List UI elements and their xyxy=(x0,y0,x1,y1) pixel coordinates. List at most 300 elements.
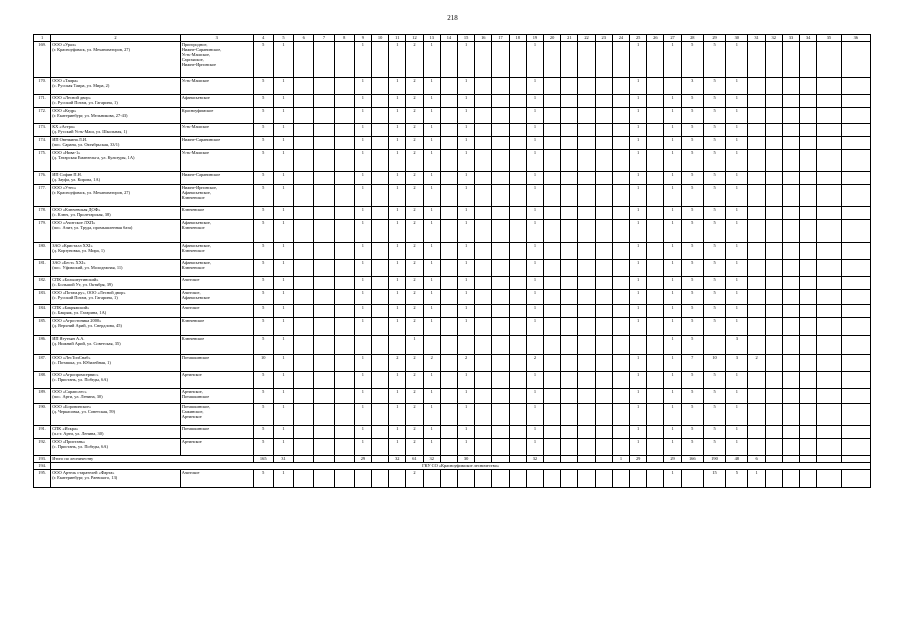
value-cell xyxy=(782,42,799,78)
value-cell: 165 xyxy=(253,456,273,463)
value-cell xyxy=(748,207,765,220)
value-cell: 2 xyxy=(406,42,423,78)
value-cell: 1 xyxy=(458,290,475,305)
value-cell xyxy=(294,456,314,463)
value-cell xyxy=(595,42,612,78)
value-cell xyxy=(492,389,509,404)
value-cell: 1 xyxy=(389,439,406,456)
value-cell xyxy=(647,124,664,137)
value-cell xyxy=(748,318,765,336)
value-cell xyxy=(800,355,817,372)
value-cell xyxy=(595,277,612,290)
value-cell xyxy=(440,95,457,108)
value-cell: 1 xyxy=(726,277,748,290)
value-cell: 1 xyxy=(630,137,647,150)
value-cell: 1 xyxy=(389,95,406,108)
value-cell xyxy=(440,42,457,78)
value-cell xyxy=(334,318,354,336)
value-cell xyxy=(314,150,334,172)
value-cell: 1 xyxy=(526,150,543,172)
value-cell: 1 xyxy=(630,150,647,172)
value-cell: 1 xyxy=(389,290,406,305)
column-number: 17 xyxy=(492,35,509,42)
section-row xyxy=(34,463,871,470)
value-cell xyxy=(612,108,629,124)
value-cell xyxy=(492,124,509,137)
value-cell xyxy=(800,336,817,355)
column-number: 6 xyxy=(294,35,314,42)
table-row xyxy=(34,389,871,404)
value-cell: 10 xyxy=(253,355,273,372)
value-cell xyxy=(748,150,765,172)
value-cell: 1 xyxy=(423,42,440,78)
column-number: 28 xyxy=(681,35,703,42)
value-cell: 2 xyxy=(526,355,543,372)
value-cell: 1 xyxy=(526,124,543,137)
value-cell: 1 xyxy=(630,243,647,260)
value-cell: 5 xyxy=(253,336,273,355)
district-cell: Ключевское xyxy=(180,207,253,220)
value-cell: 5 xyxy=(253,108,273,124)
organization-cell: ООО «Агростоника 2000» (д. Верхний Арий, ул. Свердлова, 45) xyxy=(51,318,181,336)
value-cell xyxy=(841,207,870,220)
value-cell xyxy=(612,42,629,78)
value-cell: 5 xyxy=(681,220,703,243)
value-cell xyxy=(440,277,457,290)
value-cell xyxy=(371,260,388,277)
value-cell: 5 xyxy=(681,277,703,290)
value-cell xyxy=(578,439,595,456)
value-cell xyxy=(612,305,629,318)
value-cell: 1 xyxy=(273,336,293,355)
value-cell: 5 xyxy=(703,220,725,243)
value-cell: 5 xyxy=(253,426,273,439)
value-cell: 1 xyxy=(423,185,440,207)
value-cell xyxy=(440,124,457,137)
value-cell xyxy=(561,185,578,207)
value-cell xyxy=(509,404,526,426)
value-cell xyxy=(440,172,457,185)
value-cell: 5 xyxy=(681,42,703,78)
organization-cell: ИП Софин П.Н. (д. Зауфа, ул. Кирова, 1А) xyxy=(51,172,181,185)
value-cell: 1 xyxy=(273,124,293,137)
column-number: 15 xyxy=(458,35,475,42)
value-cell: 1 xyxy=(423,150,440,172)
value-cell: 1 xyxy=(273,243,293,260)
value-cell xyxy=(509,42,526,78)
value-cell xyxy=(334,243,354,260)
value-cell xyxy=(334,336,354,355)
value-cell xyxy=(595,389,612,404)
value-cell: 1 xyxy=(526,172,543,185)
value-cell xyxy=(314,318,334,336)
value-cell xyxy=(782,150,799,172)
value-cell: 1 xyxy=(273,372,293,389)
value-cell xyxy=(800,290,817,305)
value-cell xyxy=(612,260,629,277)
value-cell: 5 xyxy=(681,260,703,277)
row-number: 184. xyxy=(34,305,51,318)
value-cell xyxy=(475,207,492,220)
value-cell: 5 xyxy=(681,137,703,150)
value-cell: 5 xyxy=(703,389,725,404)
value-cell: 5 xyxy=(681,336,703,355)
value-cell xyxy=(354,470,371,488)
value-cell: 2 xyxy=(406,260,423,277)
value-cell: 5 xyxy=(703,108,725,124)
value-cell xyxy=(841,470,870,488)
value-cell xyxy=(475,78,492,95)
table-row xyxy=(34,42,871,78)
value-cell xyxy=(544,220,561,243)
row-number: 191. xyxy=(34,426,51,439)
value-cell xyxy=(492,108,509,124)
row-number: 186. xyxy=(34,336,51,355)
district-cell: Нижне-Иргинское, Афанасьевское, Ключенское xyxy=(180,185,253,207)
value-cell xyxy=(492,439,509,456)
value-cell xyxy=(578,108,595,124)
value-cell: 1 xyxy=(423,137,440,150)
value-cell xyxy=(294,124,314,137)
row-number: 182. xyxy=(34,277,51,290)
value-cell xyxy=(800,372,817,389)
value-cell xyxy=(509,260,526,277)
value-cell: 32 xyxy=(526,456,543,463)
value-cell xyxy=(612,439,629,456)
value-cell: 5 xyxy=(681,95,703,108)
value-cell xyxy=(647,137,664,150)
value-cell xyxy=(578,124,595,137)
value-cell: 1 xyxy=(423,172,440,185)
value-cell: 5 xyxy=(703,404,725,426)
value-cell xyxy=(492,172,509,185)
value-cell: 1 xyxy=(423,389,440,404)
value-cell xyxy=(492,355,509,372)
value-cell: 1 xyxy=(423,95,440,108)
column-number: 14 xyxy=(440,35,457,42)
value-cell xyxy=(748,78,765,95)
value-cell: 1 xyxy=(664,150,681,172)
value-cell xyxy=(817,426,841,439)
value-cell: 5 xyxy=(253,260,273,277)
value-cell: 2 xyxy=(406,172,423,185)
value-cell xyxy=(440,336,457,355)
value-cell: 2 xyxy=(423,355,440,372)
value-cell xyxy=(509,137,526,150)
district-cell: Поташкинское xyxy=(180,355,253,372)
row-number: 190. xyxy=(34,404,51,426)
value-cell xyxy=(371,439,388,456)
value-cell xyxy=(544,108,561,124)
value-cell xyxy=(841,220,870,243)
value-cell xyxy=(294,336,314,355)
value-cell: 1 xyxy=(354,78,371,95)
value-cell xyxy=(371,124,388,137)
value-cell: 1 xyxy=(664,277,681,290)
value-cell xyxy=(817,185,841,207)
district-cell: Артинское xyxy=(180,439,253,456)
value-cell: 5 xyxy=(703,277,725,290)
value-cell xyxy=(817,290,841,305)
district-cell: Ключевское xyxy=(180,336,253,355)
value-cell xyxy=(561,260,578,277)
value-cell: 1 xyxy=(664,185,681,207)
value-cell xyxy=(578,95,595,108)
value-cell: 1 xyxy=(726,243,748,260)
value-cell xyxy=(578,290,595,305)
value-cell xyxy=(509,336,526,355)
value-cell xyxy=(371,207,388,220)
value-cell xyxy=(782,185,799,207)
value-cell xyxy=(492,305,509,318)
section-title: ГКУ СО «Красноуфимское лесничество» xyxy=(51,463,871,470)
value-cell xyxy=(371,355,388,372)
value-cell: 5 xyxy=(703,78,725,95)
value-cell: 1 xyxy=(273,426,293,439)
value-cell xyxy=(334,470,354,488)
district-cell: Ачитское xyxy=(180,305,253,318)
value-cell xyxy=(334,172,354,185)
value-cell xyxy=(294,137,314,150)
value-cell xyxy=(314,207,334,220)
value-cell xyxy=(800,185,817,207)
value-cell: 1 xyxy=(273,389,293,404)
value-cell xyxy=(561,372,578,389)
value-cell: 1 xyxy=(726,404,748,426)
table-row xyxy=(34,277,871,290)
value-cell xyxy=(841,42,870,78)
value-cell: 1 xyxy=(423,243,440,260)
value-cell xyxy=(578,389,595,404)
value-cell: 2 xyxy=(406,185,423,207)
value-cell: 1 xyxy=(726,318,748,336)
value-cell: 1 xyxy=(526,78,543,95)
value-cell: 5 xyxy=(681,389,703,404)
value-cell: 2 xyxy=(406,220,423,243)
value-cell xyxy=(294,95,314,108)
value-cell xyxy=(765,355,782,372)
value-cell: 5 xyxy=(253,137,273,150)
value-cell xyxy=(492,207,509,220)
value-cell xyxy=(748,426,765,439)
value-cell xyxy=(440,207,457,220)
value-cell xyxy=(748,243,765,260)
table-row xyxy=(34,243,871,260)
value-cell xyxy=(492,42,509,78)
value-cell xyxy=(612,355,629,372)
value-cell xyxy=(371,470,388,488)
value-cell xyxy=(458,470,475,488)
value-cell: 32 xyxy=(423,456,440,463)
value-cell: 2 xyxy=(406,389,423,404)
column-number: 26 xyxy=(647,35,664,42)
organization-cell: ООО «Сарапслес» (пос. Арти, ул. Ленина, 30) xyxy=(51,389,181,404)
district-cell: Усть-Машское xyxy=(180,78,253,95)
value-cell: 1 xyxy=(423,404,440,426)
value-cell xyxy=(612,372,629,389)
value-cell xyxy=(765,336,782,355)
value-cell xyxy=(748,277,765,290)
value-cell: 5 xyxy=(681,404,703,426)
value-cell: 5 xyxy=(681,372,703,389)
table-row xyxy=(34,355,871,372)
value-cell xyxy=(475,185,492,207)
value-cell xyxy=(509,108,526,124)
value-cell xyxy=(294,290,314,305)
value-cell: 29 xyxy=(630,456,647,463)
value-cell: 1 xyxy=(423,124,440,137)
value-cell xyxy=(440,78,457,95)
value-cell: 5 xyxy=(703,137,725,150)
value-cell: 1 xyxy=(526,439,543,456)
value-cell xyxy=(475,389,492,404)
value-cell xyxy=(561,470,578,488)
value-cell xyxy=(800,220,817,243)
value-cell xyxy=(371,78,388,95)
organization-cell: ЗАО «Кристалл XXI» (д. Корзуновка, ул. Мира, 1) xyxy=(51,243,181,260)
value-cell xyxy=(765,78,782,95)
value-cell xyxy=(334,95,354,108)
value-cell xyxy=(782,456,799,463)
value-cell: 1 xyxy=(406,336,423,355)
row-number: 176. xyxy=(34,172,51,185)
column-number: 27 xyxy=(664,35,681,42)
value-cell xyxy=(509,372,526,389)
value-cell: 1 xyxy=(389,207,406,220)
value-cell: 1 xyxy=(273,290,293,305)
value-cell: 1 xyxy=(526,372,543,389)
value-cell: 1 xyxy=(389,150,406,172)
value-cell: 1 xyxy=(273,42,293,78)
value-cell xyxy=(314,260,334,277)
district-cell: Ачитское xyxy=(180,470,253,488)
value-cell: 1 xyxy=(273,220,293,243)
value-cell xyxy=(817,305,841,318)
value-cell: 1 xyxy=(664,260,681,277)
value-cell: 5 xyxy=(703,207,725,220)
value-cell: 2 xyxy=(406,372,423,389)
value-cell xyxy=(544,389,561,404)
column-number: 10 xyxy=(371,35,388,42)
value-cell xyxy=(544,124,561,137)
value-cell xyxy=(612,277,629,290)
value-cell: 1 xyxy=(354,124,371,137)
organization-cell: СПК «Искра» (п.г.т. Арти, ул. Ленина, 30) xyxy=(51,426,181,439)
value-cell xyxy=(841,172,870,185)
column-number: 33 xyxy=(782,35,799,42)
value-cell: 1 xyxy=(273,172,293,185)
district-cell: Нижне-Саранинское xyxy=(180,137,253,150)
value-cell xyxy=(509,124,526,137)
value-cell xyxy=(492,78,509,95)
value-cell xyxy=(458,336,475,355)
organization-cell: ООО «Ключевская ДОФ» (с. Ключ, ул. Пролетарская, 38) xyxy=(51,207,181,220)
value-cell xyxy=(647,305,664,318)
value-cell xyxy=(509,78,526,95)
value-cell xyxy=(647,336,664,355)
value-cell xyxy=(765,372,782,389)
value-cell xyxy=(765,404,782,426)
value-cell xyxy=(509,277,526,290)
value-cell xyxy=(647,95,664,108)
value-cell xyxy=(492,456,509,463)
value-cell: 5 xyxy=(703,290,725,305)
value-cell xyxy=(389,470,406,488)
value-cell xyxy=(647,243,664,260)
value-cell: 2 xyxy=(406,404,423,426)
column-number: 4 xyxy=(253,35,273,42)
value-cell: 15 xyxy=(703,470,725,488)
column-number: 30 xyxy=(726,35,748,42)
value-cell xyxy=(765,108,782,124)
value-cell: 1 xyxy=(526,137,543,150)
value-cell xyxy=(544,336,561,355)
value-cell: 5 xyxy=(703,42,725,78)
value-cell: 1 xyxy=(748,470,765,488)
table-row xyxy=(34,260,871,277)
value-cell xyxy=(578,355,595,372)
district-cell: Ачитское, Афанасьевское xyxy=(180,290,253,305)
value-cell xyxy=(612,290,629,305)
value-cell: 1 xyxy=(423,439,440,456)
value-cell: 1 xyxy=(726,207,748,220)
value-cell xyxy=(561,78,578,95)
value-cell xyxy=(817,439,841,456)
value-cell: 1 xyxy=(630,95,647,108)
value-cell xyxy=(595,404,612,426)
value-cell: 5 xyxy=(253,439,273,456)
value-cell xyxy=(314,108,334,124)
value-cell xyxy=(595,78,612,95)
value-cell: 1 xyxy=(664,108,681,124)
value-cell: 5 xyxy=(253,389,273,404)
value-cell xyxy=(334,456,354,463)
value-cell xyxy=(841,389,870,404)
value-cell xyxy=(371,336,388,355)
value-cell xyxy=(782,439,799,456)
table-row xyxy=(34,336,871,355)
value-cell xyxy=(544,95,561,108)
table-row xyxy=(34,290,871,305)
value-cell: 5 xyxy=(253,290,273,305)
value-cell xyxy=(492,220,509,243)
value-cell xyxy=(294,404,314,426)
value-cell xyxy=(841,305,870,318)
value-cell xyxy=(748,95,765,108)
value-cell xyxy=(817,336,841,355)
value-cell: 1 xyxy=(630,42,647,78)
value-cell xyxy=(765,318,782,336)
table-row xyxy=(34,305,871,318)
value-cell xyxy=(765,243,782,260)
table-row xyxy=(34,439,871,456)
value-cell xyxy=(595,207,612,220)
value-cell: 1 xyxy=(630,277,647,290)
value-cell xyxy=(612,318,629,336)
value-cell: 1 xyxy=(664,426,681,439)
value-cell xyxy=(612,389,629,404)
value-cell xyxy=(817,404,841,426)
value-cell: 1 xyxy=(458,277,475,290)
value-cell xyxy=(782,95,799,108)
value-cell: 1 xyxy=(273,185,293,207)
value-cell xyxy=(612,220,629,243)
value-cell: 1 xyxy=(630,305,647,318)
value-cell xyxy=(544,305,561,318)
value-cell: 5 xyxy=(253,318,273,336)
value-cell: 1 xyxy=(423,108,440,124)
value-cell: 1 xyxy=(526,185,543,207)
